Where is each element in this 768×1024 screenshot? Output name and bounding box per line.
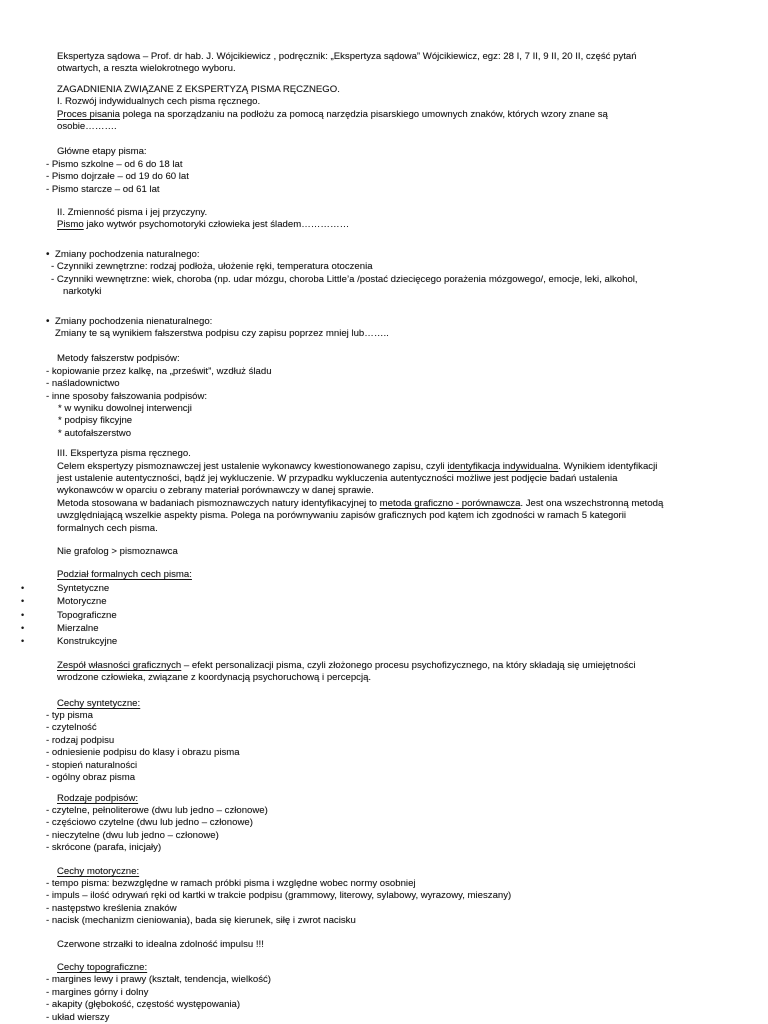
text-run: wrodzone człowieka, związane z koordynacją psychoruchową i percepcją. [57, 672, 372, 684]
text-run: jako wytwór psychomotoryki człowieka jest śladem…………… [83, 219, 350, 231]
text-line [0, 698, 768, 710]
text-run: - kopiowanie przez kalkę, na „prześwit”, wzdłuż śladu [46, 365, 272, 377]
text-line [0, 51, 768, 63]
text-line [0, 159, 768, 171]
text-line [0, 842, 768, 854]
text-run: - Pismo szkolne – od 6 do 18 lat [46, 158, 183, 170]
text-run: - czytelne, pełnoliterowe (dwu lub jedno – członowe) [46, 804, 268, 816]
text-run: - margines górny i dolny [46, 986, 149, 998]
bullet-list-line [0, 582, 768, 595]
text-run: formalnych cech pisma. [57, 522, 158, 534]
text-line [0, 546, 768, 558]
text-line [0, 286, 768, 298]
text-line [0, 328, 768, 340]
bullet-list-line [0, 635, 768, 648]
text-run: Mierzalne [57, 623, 99, 635]
text-run: Nie grafolog > pismoznawca [57, 546, 178, 557]
text-line [0, 878, 768, 890]
underlined-text-run: Podział formalnych cech pisma: [57, 569, 192, 581]
underlined-text-run: Cechy syntetyczne: [57, 697, 141, 709]
text-run: Zmiany te są wynikiem fałszerstwa podpisu czy zapisu poprzez mniej lub…….. [55, 327, 389, 339]
text-run: - naśladownictwo [46, 378, 120, 390]
text-run: - Pismo dojrzałe – od 19 do 60 lat [46, 171, 189, 183]
text-run: - akapity (głębokość, częstość występowania) [46, 999, 241, 1011]
text-run: * w wyniku dowolnej interwencji [58, 402, 192, 414]
text-line [0, 890, 768, 902]
text-run: uwzględniającą wszelkie aspekty pisma. Polega na porównywaniu zapisów graficznych pod kątem ich zgodności w ramach 5 kategorii [57, 510, 626, 522]
bullet-icon: • [21, 636, 25, 647]
text-run: osobie………. [57, 121, 117, 133]
text-line [0, 171, 768, 183]
text-line [0, 353, 768, 365]
text-run: Topograficzne [57, 609, 117, 621]
bullet-list-line [0, 622, 768, 635]
text-run: - następstwo kreślenia znaków [46, 902, 177, 914]
text-run: - nieczytelne (dwu lub jedno – członowe) [46, 829, 219, 841]
text-run: - Czynniki wewnętrzne: wiek, choroba (np. udar mózgu, choroba Little’a /postać dziecięcego porażenia mózgowego/, emocje, leki, alkohol, [51, 273, 638, 285]
bullet-list-line [0, 595, 768, 608]
text-run: - tempo pisma: bezwzględne w ramach próbki pisma i względne wobec normy osobniej [46, 877, 416, 889]
text-line [0, 63, 768, 75]
text-line [0, 84, 768, 96]
text-run: - ogólny obraz pisma [46, 772, 136, 784]
text-run: II. Zmienność pisma i jej przyczyny. [57, 207, 208, 219]
text-run: - stopień naturalności [46, 759, 138, 771]
text-line [0, 660, 768, 672]
text-run: - częściowo czytelne (dwu lub jedno – członowe) [46, 817, 253, 829]
text-line [0, 710, 768, 722]
underlined-text-run: Pismo [57, 219, 84, 231]
text-run: ZAGADNIENIA ZWIĄZANE Z EKSPERTYZĄ PISMA RĘCZNEGO. [57, 83, 340, 95]
text-run: - czytelność [46, 722, 97, 734]
text-line [0, 403, 768, 415]
bullet-list-line [0, 609, 768, 622]
text-line [0, 219, 768, 231]
text-run: - skrócone (parafa, inicjały) [46, 842, 162, 854]
text-line [0, 261, 768, 273]
bullet-icon: • [46, 248, 50, 260]
text-run: Czerwone strzałki to idealna zdolność impulsu !!! [57, 938, 264, 950]
text-run: wykonawców w oparciu o zebrany materiał porównawczy w danej sprawie. [57, 485, 374, 497]
text-run: III. Ekspertyza pisma ręcznego. [57, 448, 191, 460]
text-line [0, 999, 768, 1011]
underlined-text-run: metoda graficzno - porównawcza [379, 497, 521, 509]
text-run: Metoda stosowana w badaniach pismoznawczych natury identyfikacyjnej to [57, 497, 380, 509]
text-line [0, 415, 768, 427]
text-run: – efekt personalizacji pisma, czyli złożonego procesu psychofizycznego, na który składają się umiejętności [181, 659, 636, 671]
underlined-text-run: Proces pisania [57, 108, 120, 120]
text-line [0, 498, 768, 510]
text-run: - inne sposoby fałszowania podpisów: [46, 390, 208, 402]
text-line [0, 974, 768, 986]
text-line [0, 378, 768, 390]
text-run: . Jest ona wszechstronną metodą [520, 497, 664, 509]
text-line [0, 672, 768, 684]
text-line [0, 735, 768, 747]
text-run: Główne etapy pisma: [57, 146, 147, 158]
text-run: - nacisk (mechanizm cieniowania), bada się kierunek, siłę i zwrot nacisku [46, 915, 356, 927]
text-line [0, 915, 768, 927]
underlined-text-run: Zespół własności graficznych [57, 659, 182, 671]
bullet-icon: • [46, 315, 50, 327]
bullet-list-line [0, 249, 768, 261]
text-run: Zmiany pochodzenia nienaturalnego: [55, 315, 213, 327]
text-run: Metody fałszerstw podpisów: [57, 353, 180, 365]
text-run: Zmiany pochodzenia naturalnego: [55, 248, 200, 260]
underlined-text-run: identyfikacja indywidualna [447, 460, 559, 472]
bullet-icon: • [21, 582, 25, 593]
text-run: - odniesienie podpisu do klasy i obrazu pisma [46, 747, 240, 759]
document-text-body [0, 51, 768, 1024]
text-line [0, 866, 768, 878]
text-run: - rodzaj podpisu [46, 734, 115, 746]
text-line [0, 747, 768, 759]
text-run: jest ustalenie autentyczności, bądź jej wykluczenie. W przypadku wykluczenia autentyczności możliwe jest podjęcie badań ustalenia [57, 472, 618, 484]
text-line [0, 722, 768, 734]
text-run: - Pismo starcze – od 61 lat [46, 183, 160, 195]
text-line [0, 772, 768, 784]
text-line [0, 523, 768, 535]
text-line [0, 461, 768, 473]
text-line [0, 109, 768, 121]
text-run: - impuls – ilość odrywań ręki od kartki w trakcie podpisu (grammowy, literowy, sylabowy, wyrazowy, mieszany) [46, 890, 512, 902]
text-run: Ekspertyza sądowa – Prof. dr hab. J. Wójcikiewicz , podręcznik: „Ekspertyza sądowa” Wójcikiewicz, egz: 28 I, 7 II, 9 II, 20 II, część pytań [57, 51, 637, 62]
text-line [0, 146, 768, 158]
text-line [0, 962, 768, 974]
underlined-text-run: Cechy topograficzne: [57, 961, 148, 973]
text-run: otwartych, a reszta wielokrotnego wyboru. [57, 63, 236, 75]
text-run: narkotyki [63, 286, 102, 298]
text-run: - margines lewy i prawy (kształt, tendencja, wielkość) [46, 974, 271, 986]
text-line [0, 473, 768, 485]
text-line [0, 274, 768, 286]
text-line [0, 366, 768, 378]
text-run: Konstrukcyjne [57, 636, 118, 648]
text-run: - układ wierszy [46, 1011, 110, 1023]
text-run: Syntetyczne [57, 582, 110, 594]
text-run: - typ pisma [46, 710, 93, 722]
text-run: Motoryczne [57, 596, 107, 608]
text-line [0, 939, 768, 951]
text-line [0, 510, 768, 522]
text-run: * autofałszerstwo [58, 427, 132, 439]
text-run: * podpisy fikcyjne [58, 415, 133, 427]
text-line [0, 987, 768, 999]
bullet-icon: • [21, 609, 25, 620]
text-line [0, 485, 768, 497]
bullet-icon: • [21, 596, 25, 607]
text-line [0, 96, 768, 108]
text-line [0, 805, 768, 817]
text-line [0, 391, 768, 403]
text-line [0, 817, 768, 829]
underlined-text-run: Cechy motoryczne: [57, 865, 140, 877]
text-line [0, 760, 768, 772]
text-line [0, 184, 768, 196]
bullet-list-line [0, 316, 768, 328]
text-run: Celem ekspertyzy pismoznawczej jest ustalenie wykonawcy kwestionowanego zapisu, czyli [57, 460, 448, 472]
text-run: I. Rozwój indywidualnych cech pisma ręcznego. [57, 96, 261, 108]
text-line [0, 569, 768, 581]
text-line [0, 903, 768, 915]
bullet-icon: • [21, 623, 25, 634]
text-line [0, 448, 768, 460]
text-line [0, 1012, 768, 1024]
text-line [0, 793, 768, 805]
text-line [0, 207, 768, 219]
text-run: - Czynniki zewnętrzne: rodzaj podłoża, ułożenie ręki, temperatura otoczenia [51, 261, 373, 273]
underlined-text-run: Rodzaje podpisów: [57, 792, 139, 804]
text-run: . Wynikiem identyfikacji [558, 460, 658, 472]
text-line [0, 428, 768, 440]
text-run: polega na sporządzaniu na podłożu za pomocą narzędzia pisarskiego umownych znaków, których wzory znane są [119, 108, 608, 120]
text-line [0, 121, 768, 133]
text-line [0, 830, 768, 842]
